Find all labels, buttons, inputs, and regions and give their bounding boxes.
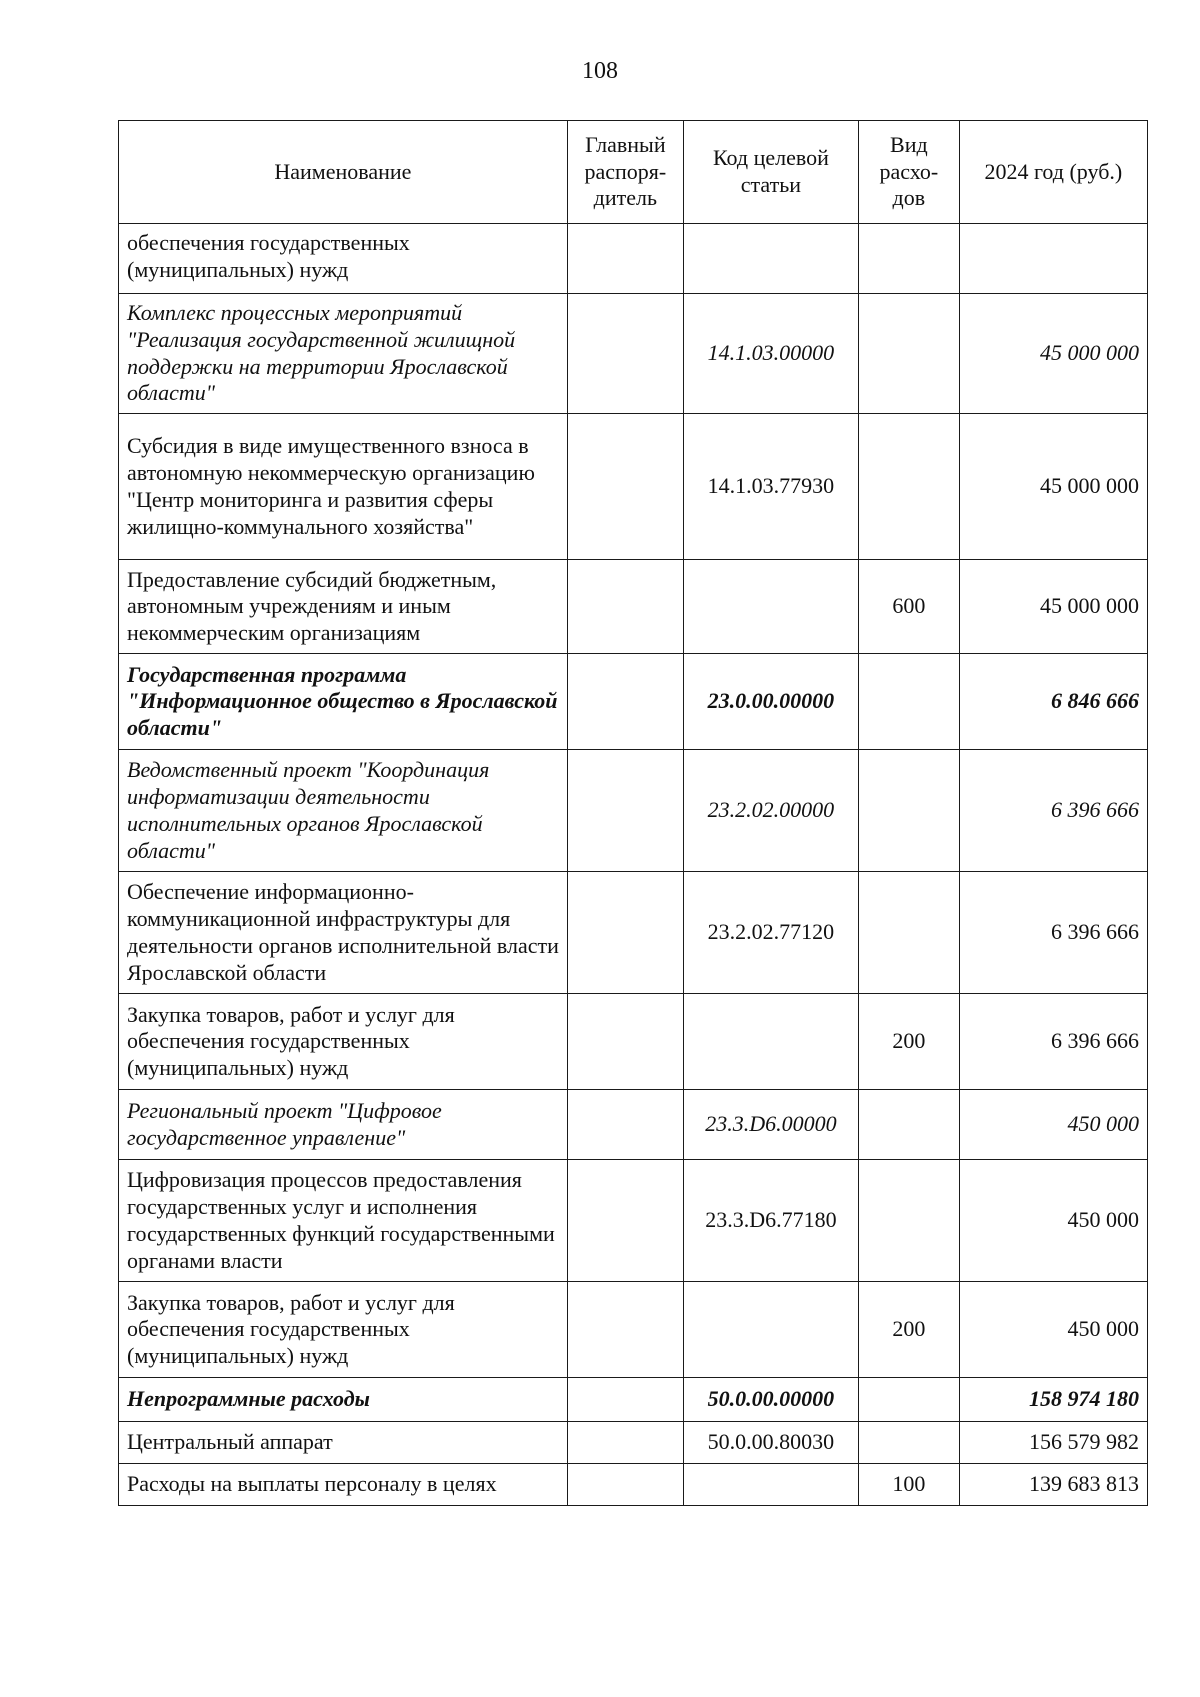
row-code bbox=[683, 560, 858, 654]
row-code bbox=[683, 224, 858, 294]
row-type bbox=[858, 654, 959, 750]
row-type bbox=[858, 224, 959, 294]
row-name: Государственная программа "Информационное общество в Ярославской области" bbox=[119, 654, 568, 750]
row-distributor bbox=[567, 1422, 683, 1464]
row-distributor bbox=[567, 414, 683, 560]
row-type: 200 bbox=[858, 1282, 959, 1378]
row-name: Закупка товаров, работ и услуг для обеспечения государственных (муниципальных) нужд bbox=[119, 1282, 568, 1378]
header-amount-2024: 2024 год (руб.) bbox=[959, 121, 1147, 224]
row-name: Закупка товаров, работ и услуг для обеспечения государственных (муниципальных) нужд bbox=[119, 994, 568, 1090]
row-type bbox=[858, 872, 959, 994]
row-name: Региональный проект "Цифровое государственное управление" bbox=[119, 1090, 568, 1160]
row-code bbox=[683, 1464, 858, 1506]
header-target-code: Код целевой статьи bbox=[683, 121, 858, 224]
row-distributor bbox=[567, 994, 683, 1090]
row-type bbox=[858, 1378, 959, 1422]
table-row bbox=[119, 414, 1148, 560]
header-distributor: Главный распоря-дитель bbox=[567, 121, 683, 224]
row-type: 200 bbox=[858, 994, 959, 1090]
row-distributor bbox=[567, 294, 683, 414]
row-amount: 450 000 bbox=[959, 1090, 1147, 1160]
table-row bbox=[119, 224, 1148, 294]
row-type bbox=[858, 1160, 959, 1282]
page-number: 108 bbox=[582, 58, 618, 84]
row-code: 14.1.03.77930 bbox=[683, 414, 858, 560]
row-name: Предоставление субсидий бюджетным, автономным учреждениям и иным некоммерческим организациям bbox=[119, 560, 568, 654]
row-name: Непрограммные расходы bbox=[119, 1378, 568, 1422]
row-distributor bbox=[567, 1282, 683, 1378]
row-name: Комплекс процессных мероприятий "Реализация государственной жилищной поддержки на территории Ярославской области" bbox=[119, 294, 568, 414]
row-amount: 45 000 000 bbox=[959, 294, 1147, 414]
row-code: 23.3.D6.77180 bbox=[683, 1160, 858, 1282]
table-row bbox=[119, 1160, 1148, 1282]
row-code bbox=[683, 1282, 858, 1378]
row-distributor bbox=[567, 872, 683, 994]
row-type: 600 bbox=[858, 560, 959, 654]
row-code: 14.1.03.00000 bbox=[683, 294, 858, 414]
table-row bbox=[119, 872, 1148, 994]
row-amount bbox=[959, 224, 1147, 294]
row-type bbox=[858, 1090, 959, 1160]
row-name: Цифровизация процессов предоставления государственных услуг и исполнения государственных функций государственными органами власти bbox=[119, 1160, 568, 1282]
row-name: Субсидия в виде имущественного взноса в автономную некоммерческую организацию "Центр мониторинга и развития сферы жилищно-коммунального хозяйства" bbox=[119, 414, 568, 560]
row-distributor bbox=[567, 750, 683, 872]
row-amount: 45 000 000 bbox=[959, 560, 1147, 654]
row-amount: 450 000 bbox=[959, 1160, 1147, 1282]
row-type bbox=[858, 294, 959, 414]
row-code: 50.0.00.80030 bbox=[683, 1422, 858, 1464]
row-type: 100 bbox=[858, 1464, 959, 1506]
row-amount: 6 396 666 bbox=[959, 994, 1147, 1090]
table-row bbox=[119, 560, 1148, 654]
row-distributor bbox=[567, 1464, 683, 1506]
table-row bbox=[119, 1090, 1148, 1160]
table-row bbox=[119, 1422, 1148, 1464]
row-name: Расходы на выплаты персоналу в целях bbox=[119, 1464, 568, 1506]
header-name: Наименование bbox=[119, 121, 568, 224]
row-code: 23.2.02.77120 bbox=[683, 872, 858, 994]
row-amount: 158 974 180 bbox=[959, 1378, 1147, 1422]
row-name: обеспечения государственных (муниципальных) нужд bbox=[119, 224, 568, 294]
row-amount: 6 846 666 bbox=[959, 654, 1147, 750]
row-code bbox=[683, 994, 858, 1090]
row-amount: 139 683 813 bbox=[959, 1464, 1147, 1506]
budget-table bbox=[118, 120, 1148, 1506]
table-row bbox=[119, 654, 1148, 750]
row-name: Ведомственный проект "Координация информатизации деятельности исполнительных органов Ярославской области" bbox=[119, 750, 568, 872]
table-header-row bbox=[119, 121, 1148, 224]
row-distributor bbox=[567, 224, 683, 294]
row-type bbox=[858, 1422, 959, 1464]
table-row bbox=[119, 294, 1148, 414]
row-distributor bbox=[567, 560, 683, 654]
header-expense-type: Вид расхо-дов bbox=[858, 121, 959, 224]
row-distributor bbox=[567, 1090, 683, 1160]
row-code: 23.2.02.00000 bbox=[683, 750, 858, 872]
table-row bbox=[119, 994, 1148, 1090]
table-row bbox=[119, 1282, 1148, 1378]
row-amount: 6 396 666 bbox=[959, 750, 1147, 872]
row-name: Центральный аппарат bbox=[119, 1422, 568, 1464]
row-distributor bbox=[567, 1160, 683, 1282]
row-amount: 156 579 982 bbox=[959, 1422, 1147, 1464]
row-amount: 450 000 bbox=[959, 1282, 1147, 1378]
row-type bbox=[858, 414, 959, 560]
table-row bbox=[119, 1378, 1148, 1422]
row-code: 23.0.00.00000 bbox=[683, 654, 858, 750]
row-name: Обеспечение информационно-коммуникационной инфраструктуры для деятельности органов исполнительной власти Ярославской области bbox=[119, 872, 568, 994]
table-row bbox=[119, 1464, 1148, 1506]
row-distributor bbox=[567, 654, 683, 750]
row-amount: 45 000 000 bbox=[959, 414, 1147, 560]
row-distributor bbox=[567, 1378, 683, 1422]
table-row bbox=[119, 750, 1148, 872]
row-code: 50.0.00.00000 bbox=[683, 1378, 858, 1422]
row-amount: 6 396 666 bbox=[959, 872, 1147, 994]
row-type bbox=[858, 750, 959, 872]
row-code: 23.3.D6.00000 bbox=[683, 1090, 858, 1160]
